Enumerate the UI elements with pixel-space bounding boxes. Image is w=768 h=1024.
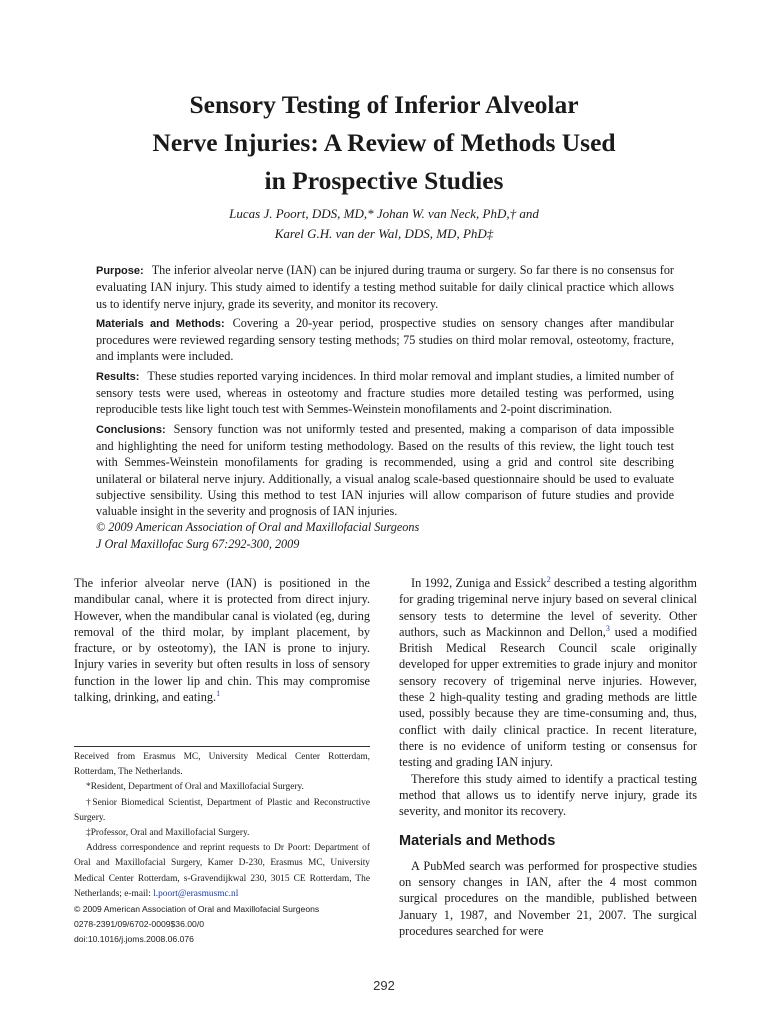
body-paragraph: A PubMed search was performed for prospective studies on sensory changes in IAN, after the 4 most common surgical procedures on the mandible, published between January 1, 1987, and November 21, 2007. The surgical procedures searched for were — [399, 858, 697, 938]
author-line: Lucas J. Poort, DDS, MD,* Johan W. van Neck, PhD,† and — [229, 206, 539, 221]
methods-text: Covering a 20-year period, prospective studies on sensory changes after mandibular procedures were reviewed regarding sensory testing methods; 75 studies on third molar removal, osteotomy, fracture, and implants were included. — [96, 315, 674, 364]
author-affiliation: †Senior Biomedical Scientist, Department of Plastic and Reconstructive Surgery. — [74, 797, 370, 823]
body-left-column — [74, 575, 370, 705]
title-line: Sensory Testing of Inferior Alveolar — [189, 90, 579, 119]
body-text: described a testing algorithm for grading trigeminal nerve injury based on several clinical sensory tests to determine the level of severity. Other authors, such as Mackinnon and Dellon, — [399, 576, 697, 639]
abstract-results — [96, 368, 674, 418]
intro-paragraph — [74, 575, 370, 705]
correspondence-address — [74, 841, 370, 902]
title-line: Nerve Injuries: A Review of Methods Used — [152, 128, 616, 157]
footnote-divider — [74, 746, 370, 747]
issn: 0278-2391/09/6702-0009$36.00/0 — [74, 919, 204, 930]
author-line: Karel G.H. van der Wal, DDS, MD, PhD‡ — [274, 226, 494, 241]
doi: doi:10.1016/j.joms.2008.06.076 — [74, 934, 194, 945]
abstract-methods — [96, 315, 674, 365]
reference-link[interactable]: 2 — [546, 574, 551, 584]
body-text: used a modified British Medical Research Council scale originally developed for upper extremities to grade injury and monitor sensory recovery of trigeminal nerve injuries. However, these 2 high-quality testing and grading methods are little used, possibly because they are time-consuming and, thus, conflict with daily clinical practice. In recent literature, there is no evidence of uniform testing or consensus for testing and grading IAN injury. — [399, 624, 697, 770]
abstract-purpose — [96, 262, 674, 312]
footnote-copyright: © 2009 American Association of Oral and Maxillofacial Surgeons — [74, 904, 320, 915]
footnotes — [74, 746, 370, 948]
intro-text: The inferior alveolar nerve (IAN) is positioned in the mandibular canal, where it is protected from direct injury. However, when the mandibular canal is violated (eg, during removal of the third molar, by implant placement, by fracture, or by osteotomy), the IAN is prone to injury. Injury varies in severity but often results in loss of sensory function in the lower lip and chin. This may compromise talking, drinking, and eating. — [74, 576, 370, 705]
conclusions-label: Conclusions: — [96, 423, 166, 436]
author-affiliation: *Resident, Department of Oral and Maxillofacial Surgery. — [86, 782, 304, 793]
abstract-conclusions — [96, 421, 674, 520]
abstract-copyright: © 2009 American Association of Oral and Maxillofacial Surgeons — [96, 520, 420, 535]
article-title — [60, 86, 708, 200]
abstract — [96, 262, 674, 552]
address-text: Address correspondence and reprint requests to Dr Poort: Department of Oral and Maxillofacial Surgery, Kamer D-230, Erasmus MC, University Medical Center Rotterdam, s-Gravendijkwal 230, 3015 CE Rotterdam, The Netherlands; e-mail: — [74, 843, 370, 899]
body-paragraph: Therefore this study aimed to identify a practical testing method that allows us to identify nerve injury, grade its severity, and monitor its recovery. — [399, 771, 697, 819]
email-link[interactable]: l.poort@erasmusmc.nl — [153, 888, 239, 899]
received-note: Received from Erasmus MC, University Medical Center Rotterdam, Rotterdam, The Netherlands. — [74, 752, 370, 778]
body-paragraph — [399, 575, 697, 771]
results-text: These studies reported varying incidences. In third molar removal and implant studies, a limited number of sensory tests were used, whereas in osteotomy and fracture studies more detailed testing was performed, using reproducible tests like light touch test with Semmes-Weinstein monofilaments and 2-point discrimination. — [96, 368, 674, 417]
conclusions-text: Sensory function was not uniformly tested and presented, making a comparison of data impossible and highlighting the need for uniform testing methodology. Based on the results of this review, the light touch test with Semmes-Weinstein monofilaments for grading is recommended, using a grid and control site describing unilateral or bilateral nerve injury. Additionally, a visual analog scale-based questionnaire should be used to evaluate subjective sensibility. Using this method to test IAN injuries will allow comparison of future studies and provide valuable insight in the severity and prognosis of IAN injuries. — [96, 421, 674, 519]
page-number: 292 — [373, 978, 395, 993]
body-text: In 1992, Zuniga and Essick — [411, 576, 547, 590]
reference-link[interactable]: 3 — [605, 623, 610, 633]
methods-label: Materials and Methods: — [96, 317, 225, 330]
author-list — [60, 204, 708, 244]
body-right-column — [399, 575, 697, 939]
title-line: in Prospective Studies — [264, 166, 504, 195]
purpose-label: Purpose: — [96, 265, 144, 277]
results-label: Results: — [96, 370, 140, 383]
abstract-citation: J Oral Maxillofac Surg 67:292-300, 2009 — [96, 536, 300, 551]
reference-link[interactable]: 1 — [216, 688, 221, 698]
section-heading: Materials and Methods — [399, 833, 556, 850]
author-affiliation: ‡Professor, Oral and Maxillofacial Surgery. — [86, 828, 250, 839]
purpose-text: The inferior alveolar nerve (IAN) can be injured during trauma or surgery. So far there is no consensus for evaluating IAN injury. This study aimed to identify a testing method suitable for daily clinical practice which allows us to identify nerve injury, grade its severity, and monitor its recovery. — [96, 263, 674, 311]
